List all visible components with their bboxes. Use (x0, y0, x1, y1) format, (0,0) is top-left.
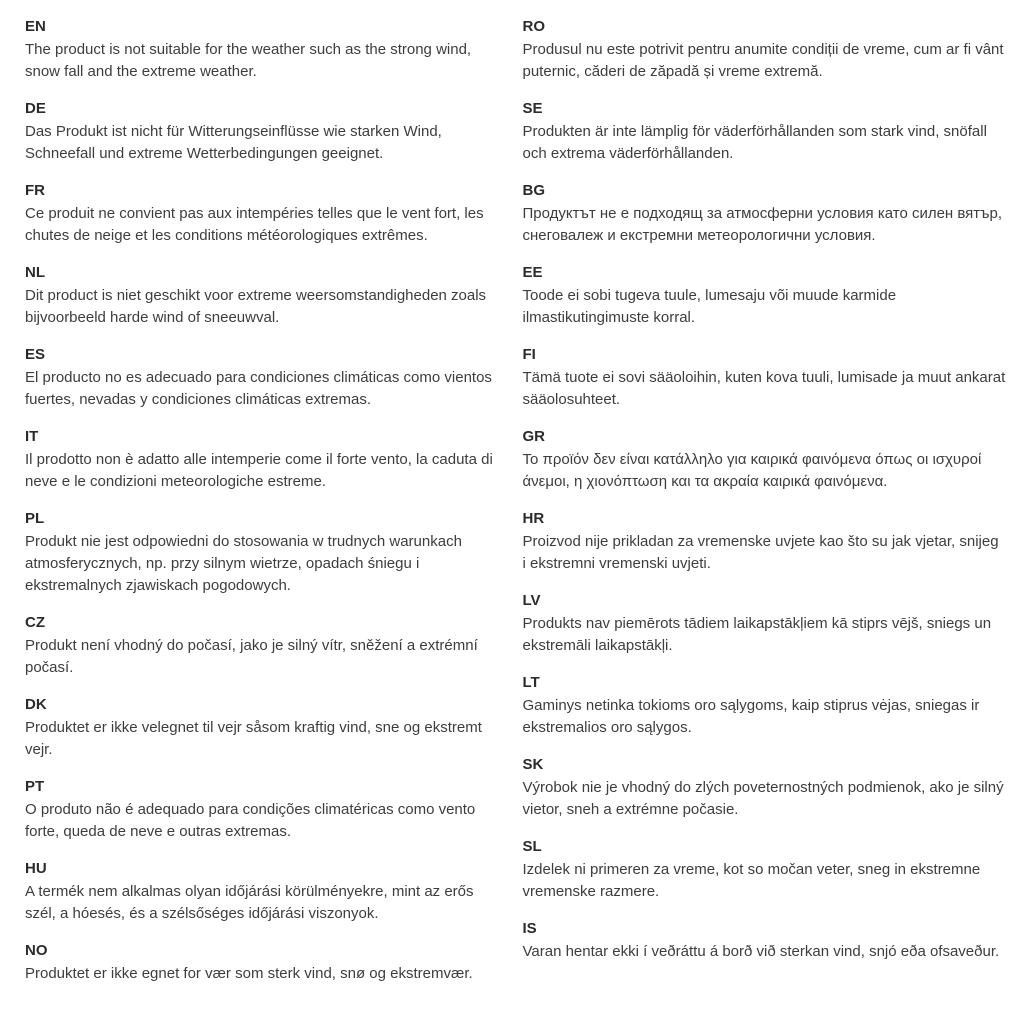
lang-section-fr (25, 180, 509, 247)
lang-text: A termék nem alkalmas olyan időjárási körülményekre, mint az erős szél, a hóesés, és a szélsőséges időjárási viszonyok. (25, 883, 474, 922)
lang-section-sk (523, 754, 1007, 821)
lang-code: HR (522, 510, 545, 527)
lang-code: HU (25, 860, 47, 877)
lang-section-nl (25, 262, 509, 329)
lang-text: Produsul nu este potrivit pentru anumite condiții de vreme, cum ar fi vânt puternic, căderi de zăpadă și vreme extremă. (522, 41, 1004, 80)
lang-text: Il prodotto non è adatto alle intemperie come il forte vento, la caduta di neve e le condizioni meteorologiche estreme. (25, 451, 493, 490)
lang-section-ee (523, 262, 1007, 329)
lang-code: PL (25, 510, 45, 527)
lang-code: IS (522, 920, 537, 937)
lang-text: Ce produit ne convient pas aux intempéries telles que le vent fort, les chutes de neige et les conditions météorologiques extrêmes. (25, 205, 484, 244)
lang-text: Gaminys netinka tokioms oro sąlygoms, kaip stiprus vėjas, sniegas ir ekstremalios oro sąlygos. (522, 697, 980, 736)
lang-section-it (25, 426, 509, 493)
lang-section-ro (523, 16, 1007, 83)
lang-section-bg (523, 180, 1007, 247)
lang-code: LT (522, 674, 540, 691)
lang-text: Dit product is niet geschikt voor extreme weersomstandigheden zoals bijvoorbeeld harde wind of sneeuwval. (25, 287, 487, 326)
lang-code: GR (522, 428, 545, 445)
lang-section-en (25, 16, 509, 83)
lang-text: Tämä tuote ei sovi sääoloihin, kuten kova tuuli, lumisade ja muut ankarat sääolosuhteet. (522, 369, 1006, 408)
lang-code: BG (522, 182, 545, 199)
lang-code: NL (25, 264, 45, 281)
lang-code: SE (522, 100, 543, 117)
lang-section-es (25, 344, 509, 411)
lang-text: Produkt není vhodný do počasí, jako je silný vítr, sněžení a extrémní počasí. (25, 637, 478, 676)
lang-section-de (25, 98, 509, 165)
lang-code: DK (25, 696, 47, 713)
lang-code: IT (25, 428, 39, 445)
lang-text: Izdelek ni primeren za vreme, kot so močan veter, sneg in ekstremne vremenske razmere. (522, 861, 981, 900)
lang-code: EN (25, 18, 46, 35)
lang-code: PT (25, 778, 45, 795)
lang-text: Proizvod nije prikladan za vremenske uvjete kao što su jak vjetar, snijeg i ekstremni vremenski uvjeti. (522, 533, 999, 572)
lang-code: NO (25, 942, 48, 959)
lang-section-lt (523, 672, 1007, 739)
lang-section-gr (523, 426, 1007, 493)
lang-section-lv (523, 590, 1007, 657)
lang-text: Produkt nie jest odpowiedni do stosowania w trudnych warunkach atmosferycznych, np. przy silnym wietrze, opadach śniegu i ekstremalnych zjawiskach pogodowych. (25, 533, 462, 594)
lang-section-hr (523, 508, 1007, 575)
lang-text: Produkten är inte lämplig för väderförhållanden som stark vind, snöfall och extrema väderförhållanden. (522, 123, 987, 162)
lang-text: Toode ei sobi tugeva tuule, lumesaju või muude karmide ilmastikutingimuste korral. (522, 287, 897, 326)
lang-section-is (523, 918, 1007, 963)
lang-text: Produktet er ikke egnet for vær som sterk vind, snø og ekstremvær. (25, 965, 473, 982)
lang-section-hu (25, 858, 509, 925)
lang-code: CZ (25, 614, 45, 631)
lang-text: Produktet er ikke velegnet til vejr såsom kraftig vind, sne og ekstremt vejr. (25, 719, 482, 758)
lang-text: Продуктът не е подходящ за атмосферни условия като силен вятър, снеговалеж и екстремни метеорологични условия. (522, 205, 1003, 244)
lang-section-dk (25, 694, 509, 761)
lang-text: Το προϊόν δεν είναι κατάλληλο για καιρικά φαινόμενα όπως οι ισχυροί άνεμοι, η χιονόπτωση και τα ακραία καιρικά φαινόμενα. (522, 451, 982, 490)
lang-text: Varan hentar ekki í veðráttu á borð við sterkan vind, snjó eða ofsaveður. (522, 943, 1000, 960)
lang-text: Výrobok nie je vhodný do zlých poveternostných podmienok, ako je silný vietor, sneh a extrémne počasie. (522, 779, 1004, 818)
lang-code: FR (25, 182, 45, 199)
lang-code: FI (522, 346, 536, 363)
lang-section-pt (25, 776, 509, 843)
lang-text: O produto não é adequado para condições climatéricas como vento forte, queda de neve e outras extremas. (25, 801, 476, 840)
lang-code: RO (522, 18, 545, 35)
lang-section-cz (25, 612, 509, 679)
lang-code: ES (25, 346, 46, 363)
lang-section-se (523, 98, 1007, 165)
lang-section-no (25, 940, 509, 985)
lang-code: SL (522, 838, 542, 855)
lang-section-pl (25, 508, 509, 597)
lang-code: SK (522, 756, 544, 773)
lang-code: DE (25, 100, 46, 117)
lang-text: Das Produkt ist nicht für Witterungseinflüsse wie starken Wind, Schneefall und extreme Wetterbedingungen geeignet. (25, 123, 442, 162)
lang-section-fi (523, 344, 1007, 411)
right-column (523, 16, 1007, 978)
lang-section-sl (523, 836, 1007, 903)
left-column (25, 16, 509, 1000)
lang-text: El producto no es adecuado para condiciones climáticas como vientos fuertes, nevadas y condiciones climáticas extremas. (25, 369, 492, 408)
lang-text: Produkts nav piemērots tādiem laikapstākļiem kā stiprs vējš, sniegs un ekstremāli laikapstākļi. (522, 615, 992, 654)
lang-code: LV (522, 592, 541, 609)
lang-code: EE (522, 264, 543, 281)
lang-text: The product is not suitable for the weather such as the strong wind, snow fall and the extreme weather. (25, 41, 472, 80)
